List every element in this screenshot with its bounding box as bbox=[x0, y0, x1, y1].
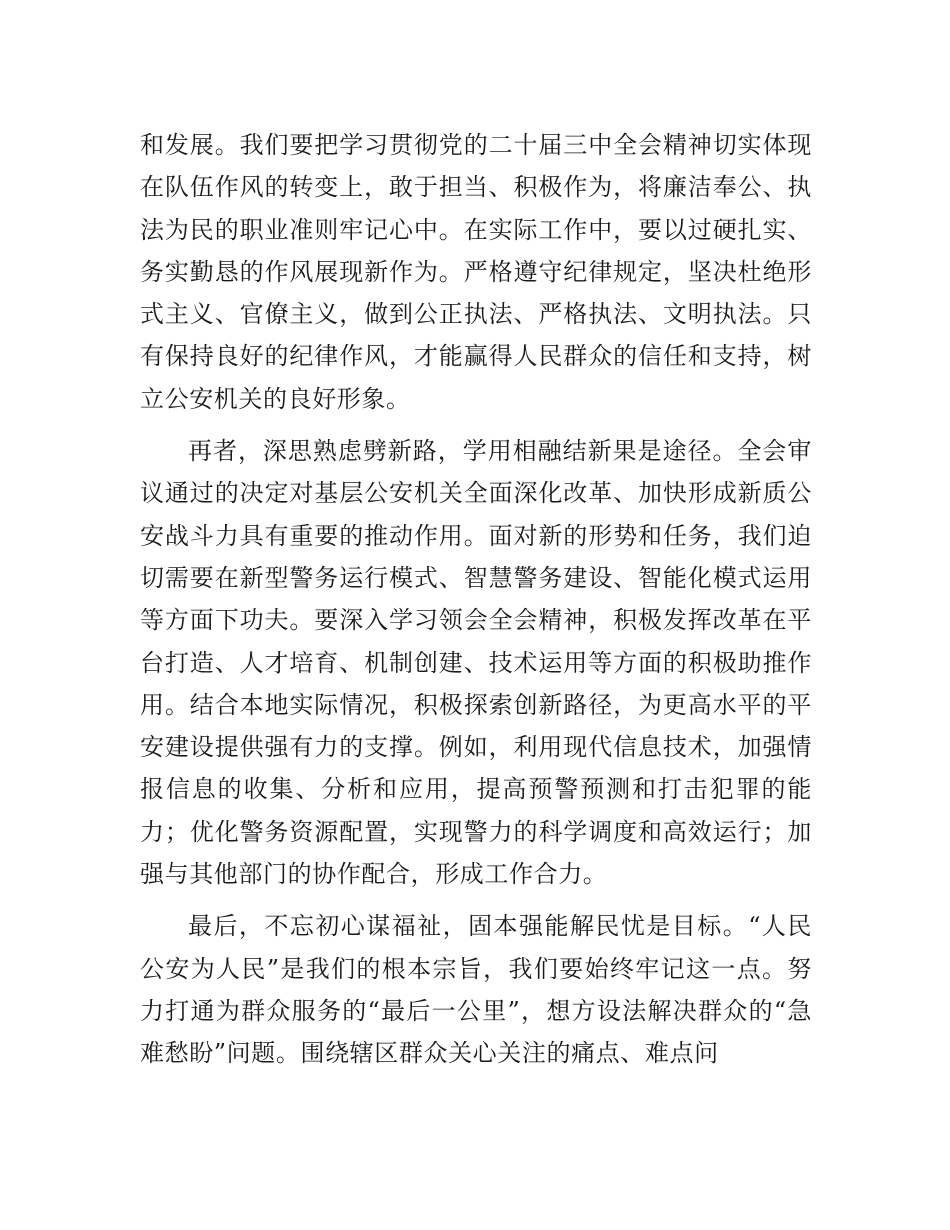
paragraph-secondly: 再者，深思熟虑劈新路，学用相融结新果是途径。全会审议通过的决定对基层公安机关全面深化改革、加快形成新质公安战斗力具有重要的推动作用。面对新的形势和任务，我们迫切需要在新型警务运行模式、智慧警务建设、智能化模式运用等方面下功夫。要深入学习领会全会精神，积极发挥改革在平台打造、人才培育、机制创建、技术运用等方面的积极助推作用。结合本地实际情况，积极探索创新路径，为更高水平的平安建设提供强有力的支撑。例如，利用现代信息技术，加强情报信息的收集、分析和应用，提高预警预测和打击犯罪的能力；优化警务资源配置，实现警力的科学调度和高效运行；加强与其他部门的协作配合，形成工作合力。 bbox=[140, 437, 812, 889]
paragraph-finally: 最后，不忘初心谋福祉，固本强能解民忧是目标。“人民公安为人民”是我们的根本宗旨，我们要始终牢记这一点。努力打通为群众服务的“最后一公里”，想方设法解决群众的“急难愁盼”问题。围绕辖区群众关心关注的痛点、难点问 bbox=[140, 912, 812, 1068]
document-body bbox=[140, 124, 812, 1075]
paragraph-continuation: 和发展。我们要把学习贯彻党的二十届三中全会精神切实体现在队伍作风的转变上，敢于担当、积极作为，将廉洁奉公、执法为民的职业准则牢记心中。在实际工作中，要以过硬扎实、务实勤恳的作风展现新作为。严格遵守纪律规定，坚决杜绝形式主义、官僚主义，做到公正执法、严格执法、文明执法。只有保持良好的纪律作风，才能赢得人民群众的信任和支持，树立公安机关的良好形象。 bbox=[140, 131, 812, 413]
